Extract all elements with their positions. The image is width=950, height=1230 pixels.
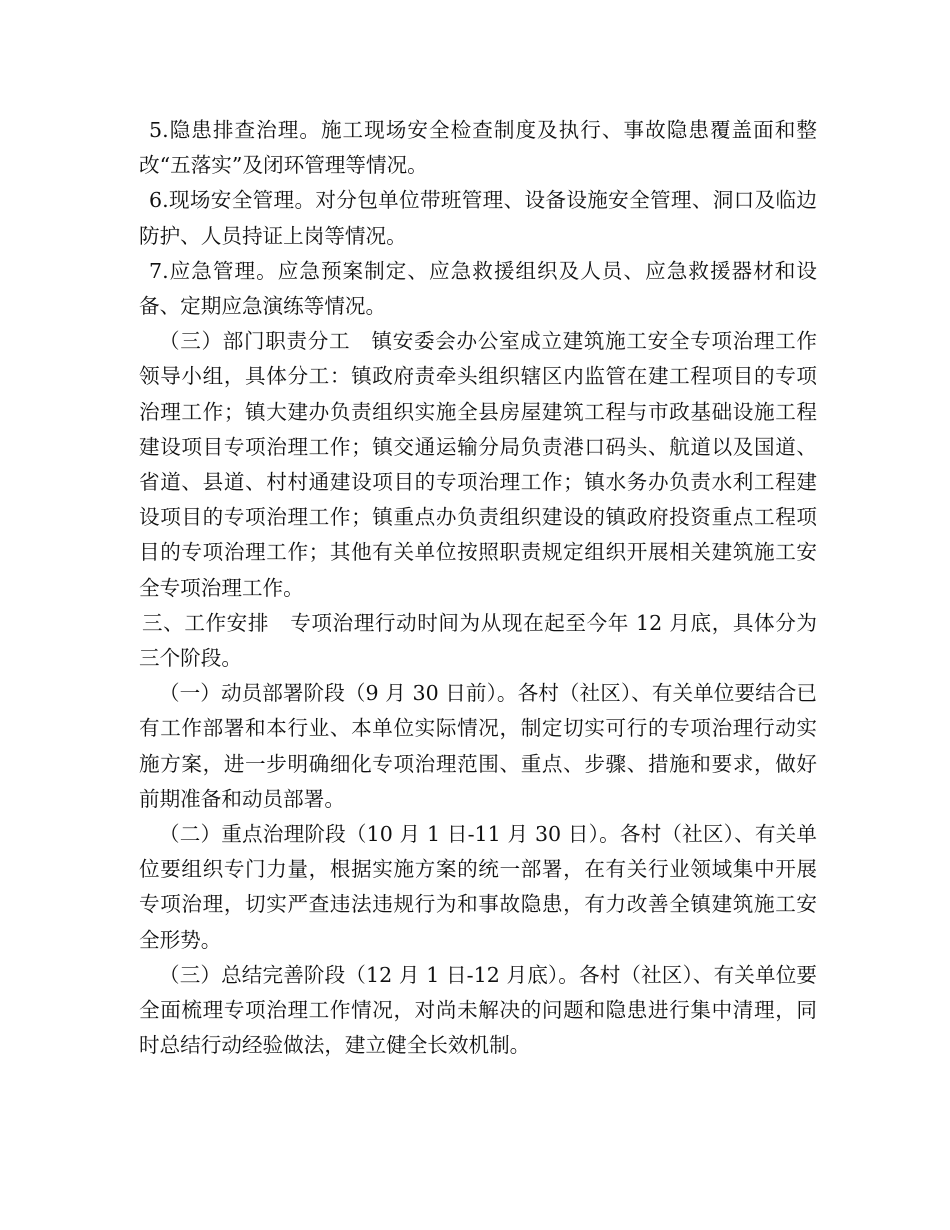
paragraph-work-arrangement: 三、工作安排 专项治理行动时间为从现在起至今年 12 月底，具体分为三个阶段。: [139, 610, 817, 671]
paragraph-emergency-management: 7.应急管理。应急预案制定、应急救援组织及人员、应急救援器材和设备、定期应急演练等情况。: [139, 258, 817, 319]
paragraph-mobilization-stage: （一）动员部署阶段（9 月 30 日前）。各村（社区）、有关单位要结合已有工作部署和本行业、本单位实际情况，制定切实可行的专项治理行动实施方案，进一步明确细化专项治理范围、重点、步骤、措施和要求，做好前期准备和动员部署。: [139, 681, 817, 811]
paragraph-summary-stage: （三）总结完善阶段（12 月 1 日-12 月底）。各村（社区）、有关单位要全面梳理专项治理工作情况，对尚未解决的问题和隐患进行集中清理，同时总结行动经验做法，建立健全长效机制。: [139, 962, 817, 1058]
document-body: [139, 113, 817, 1063]
paragraph-hazard-inspection: 5.隐患排查治理。施工现场安全检查制度及执行、事故隐患覆盖面和整改“五落实”及闭环管理等情况。: [139, 118, 817, 178]
paragraph-department-duties: （三）部门职责分工 镇安委会办公室成立建筑施工安全专项治理工作领导小组，具体分工：镇政府责牵头组织辖区内监管在建工程项目的专项治理工作；镇大建办负责组织实施全县房屋建筑工程与市政基础设施工程建设项目专项治理工作；镇交通运输分局负责港口码头、航道以及国道、省道、县道、村村通建设项目的专项治理工作；镇水务办负责水利工程建设项目的专项治理工作；镇重点办负责组织建设的镇政府投资重点工程项目的专项治理工作；其他有关单位按照职责规定组织开展相关建筑施工安全专项治理工作。: [139, 329, 817, 600]
paragraph-key-governance-stage: （二）重点治理阶段（10 月 1 日-11 月 30 日）。各村（社区）、有关单位要组织专门力量，根据实施方案的统一部署，在有关行业领域集中开展专项治理，切实严查违法违规行为和事故隐患，有力改善全镇建筑施工安全形势。: [139, 822, 817, 952]
paragraph-site-safety: 6.现场安全管理。对分包单位带班管理、设备设施安全管理、洞口及临边防护、人员持证上岗等情况。: [139, 188, 817, 248]
